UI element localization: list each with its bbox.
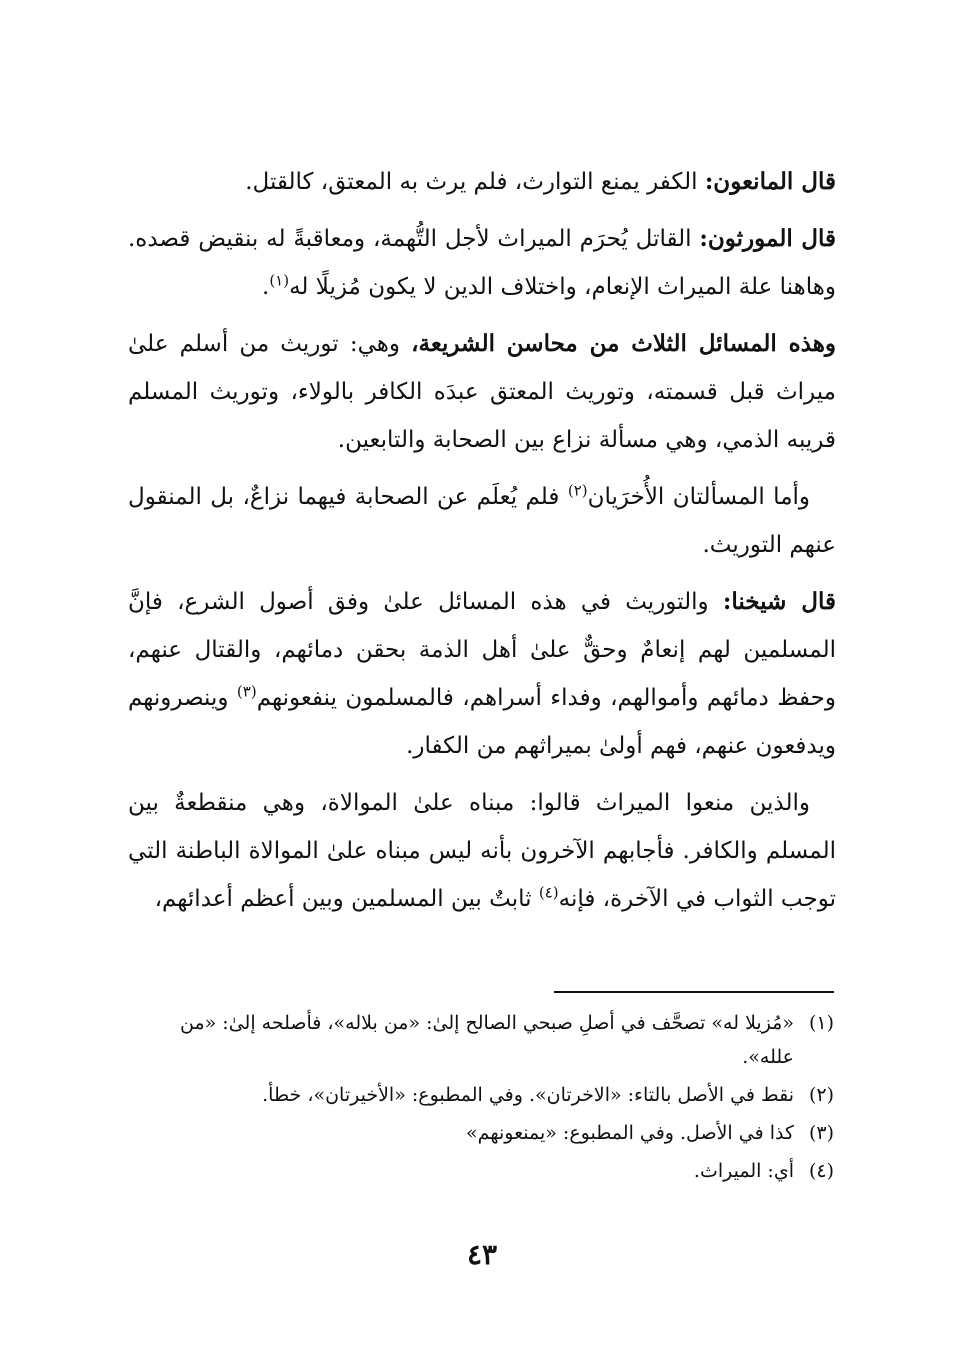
paragraph-text-after: وينصرونهم ويدفعون عنهم، فهم أولىٰ بميراثهم من الكفار. <box>128 685 836 759</box>
footnote-number: (٣) <box>808 1122 834 1144</box>
footnote-item <box>128 1154 834 1188</box>
footnote-number: (١) <box>808 1012 834 1034</box>
paragraph-text-after: فلم يُعلَم عن الصحابة فيهما نزاعٌ، بل المنقول عنهم التوريث. <box>128 484 836 558</box>
paragraph-text: وأما المسألتان الأُخرَيان <box>587 484 811 510</box>
paragraph <box>128 473 836 569</box>
paragraph <box>128 578 836 770</box>
paragraph-lead: قال شيخنا: <box>722 588 836 615</box>
paragraph <box>128 779 836 923</box>
paragraph-text: وهي: توريث من أسلم علىٰ ميراث قبل قسمته، وتوريث المعتق عبدَه الكافر بالولاء، وتوريث المسلم قريبه الذمي، وهي مسألة نزاع بين الصحابة والتابعين. <box>128 331 836 453</box>
footnote-item <box>128 1078 834 1112</box>
footnote-number: (٤) <box>808 1160 834 1182</box>
footnote-marker: (٢) <box>567 481 588 500</box>
footnote-marker: (٣) <box>236 682 257 701</box>
paragraph-text: والتوريث في هذه المسائل علىٰ وفق أصول الشرع، فإنَّ المسلمين لهم إنعامٌ وحقٌّ علىٰ أهل الذمة بحقن دمائهم، والقتال عنهم، وحفظ دمائهم وأموالهم، وفداء أسراهم، فالمسلمون ينفعونهم <box>128 589 836 711</box>
footnote-text: «مُزيلا له» تصحَّف في أصلِ صبحي الصالح إلىٰ: «من بلاله»، فأصلحه إلىٰ: «من علله». <box>179 1012 794 1068</box>
paragraph-text: الكفر يمنع التوارث، فلم يرث به المعتق، كالقتل. <box>245 169 705 195</box>
paragraph-text: القاتل يُحرَم الميراث لأجل التُّهمة، ومعاقبةً له بنقيض قصده. وهاهنا علة الميراث الإنعام، واختلاف الدين لا يكون مُزيلًا له <box>128 226 836 300</box>
paragraph <box>128 320 836 464</box>
main-text <box>128 158 836 932</box>
footnote-item <box>128 1116 834 1150</box>
paragraph-text: والذين منعوا الميراث قالوا: مبناه علىٰ الموالاة، وهي منقطعةٌ بين المسلم والكافر. فأجابهم الآخرون بأنه ليس مبناه علىٰ الموالاة الباطنة التي توجب الثواب في الآخرة، فإنه <box>128 790 836 912</box>
paragraph-lead: وهذه المسائل الثلاث من محاسن الشريعة، <box>411 330 836 357</box>
footnote-marker: (١) <box>269 271 290 290</box>
footnote-separator <box>554 991 834 993</box>
paragraph-text-after: . <box>262 274 270 300</box>
paragraph-lead: قال المانعون: <box>704 168 836 195</box>
footnote-text: كذا في الأصل. وفي المطبوع: «يمنعونهم» <box>465 1122 794 1144</box>
footnote-item <box>128 1006 834 1074</box>
paragraph-lead: قال المورثون: <box>699 225 836 252</box>
footnote-marker: (٤) <box>538 883 559 902</box>
paragraph <box>128 215 836 311</box>
footnote-text: أي: الميراث. <box>693 1160 794 1182</box>
footnotes <box>128 1006 834 1192</box>
footnote-text: نقط في الأصل بالتاء: «الاخرتان». وفي المطبوع: «الأخيرتان»، خطأ. <box>262 1084 794 1106</box>
footnote-number: (٢) <box>808 1084 834 1106</box>
paragraph-text-after: ثابتٌ بين المسلمين وبين أعظم أعدائهم، <box>154 886 539 912</box>
paragraph <box>128 158 836 206</box>
page-number: ٤٣ <box>466 1238 498 1271</box>
